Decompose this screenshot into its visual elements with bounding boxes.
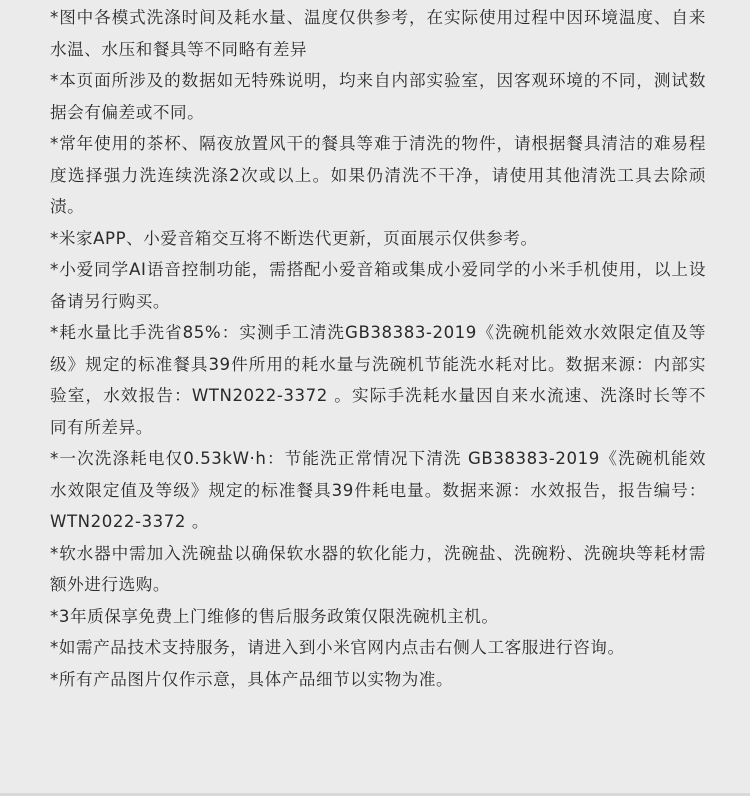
note-stubborn-stains: *常年使用的茶杯、隔夜放置风干的餐具等难于清洗的物件，请根据餐具清洁的难易程度选择强力洗连续洗涤2次或以上。如果仍清洗不干净，请使用其他清洗工具去除顽渍。 <box>50 134 706 216</box>
note-images: *所有产品图片仅作示意，具体产品细节以实物为准。 <box>50 669 454 689</box>
note-app-updates: *米家APP、小爱音箱交互将不断迭代更新，页面展示仅供参考。 <box>50 228 538 248</box>
note-support: *如需产品技术支持服务，请进入到小米官网内点击右侧人工客服进行咨询。 <box>50 638 625 657</box>
note-warranty: *3年质保享免费上门维修的售后服务政策仅限洗碗机主机。 <box>50 606 499 626</box>
note-test-conditions: *图中各模式洗涤时间及耗水量、温度仅供参考，在实际使用过程中因环境温度、自来水温、水压和餐具等不同略有差异 <box>50 8 706 59</box>
note-lab-data: *本页面所涉及的数据如无特殊说明，均来自内部实验室，因客观环境的不同，测试数据会有偏差或不同。 <box>50 71 706 122</box>
note-water-saving: *耗水量比手洗省85%：实测手工清洗GB38383-2019《洗碗机能效水效限定值及等级》规定的标准餐具39件所用的耗水量与洗碗机节能洗水耗对比。数据来源：内部实验室，水效报告：WTN2022-3372 。实际手洗耗水量因自来水流速、洗涤时长等不同有所差异。 <box>50 323 706 437</box>
note-energy-use: *一次洗涤耗电仅0.53kW·h：节能洗正常情况下清洗 GB38383-2019《洗碗机能效水效限定值及等级》规定的标准餐具39件耗电量。数据来源：水效报告，报告编号：WTN2022-3372 。 <box>50 449 706 531</box>
note-water-softener: *软水器中需加入洗碗盐以确保软水器的软化能力，洗碗盐、洗碗粉、洗碗块等耗材需额外进行选购。 <box>50 543 706 594</box>
note-voice-control: *小爱同学AI语音控制功能，需搭配小爱音箱或集成小爱同学的小米手机使用，以上设备请另行购买。 <box>50 260 706 311</box>
